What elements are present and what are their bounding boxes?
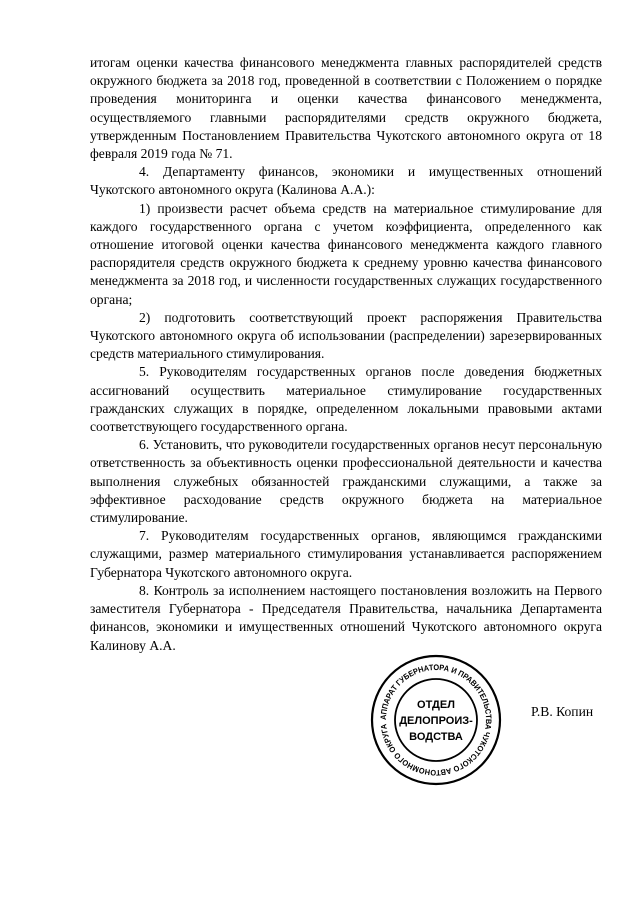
- stamp-line-1: ОТДЕЛ: [417, 699, 455, 711]
- paragraph-4-2: 2) подготовить соответствующий проект распоряжения Правительства Чукотского автономного округа об использовании (распределении) зарезервированных средств материального стимулирования.: [90, 309, 602, 362]
- paragraph-5: 5. Руководителям государственных органов после доведения бюджетных ассигнований осуществить материальное стимулирование государственных гражданских служащих в порядке, определенном локальными правовыми актами соответствующего государственного органа.: [90, 364, 602, 435]
- paragraph-4: 4. Департаменту финансов, экономики и имущественных отношений Чукотского автономного округа (Калинова А.А.):: [90, 164, 602, 198]
- stamp-ring-textpath: АППАРАТ ГУБЕРНАТОРА И ПРАВИТЕЛЬСТВА ЧУКОТСКОГО АВТОНОМНОГО ОКРУГА: [378, 662, 494, 778]
- paragraph-8: 8. Контроль за исполнением настоящего постановления возложить на Первого заместителя Губернатора - Председателя Правительства, начальника Департамента финансов, экономики и имущественных отношений Чукотского автономного округа Калинову А.А.: [90, 582, 602, 653]
- paragraph-4-1: 1) произвести расчет объема средств на материальное стимулирование для каждого государственного органа с учетом коэффициента, определенного как отношение итоговой оценки качества финансового менеджмента каждого главного распорядителя средств окружного бюджета к среднему уровню качества финансового менеджмента за 2018 год, и численности государственных служащих государственного органа;: [90, 200, 602, 307]
- paragraph-7: 7. Руководителям государственных органов, являющимся гражданскими служащими, размер материального стимулирования устанавливается распоряжением Губернатора Чукотского автономного округа.: [90, 528, 602, 580]
- signatory-name: Р.В. Копин: [531, 704, 594, 719]
- office-stamp: [368, 652, 504, 788]
- document-body: [90, 54, 602, 655]
- stamp-line-3: ВОДСТВА: [409, 731, 463, 743]
- paragraph-3-continuation: итогам оценки качества финансового менеджмента главных распорядителей средств окружного бюджета за 2018 год, проведенной в соответствии с Положением о порядке проведения мониторинга и оценки качества финансового менеджмента, осуществляемого главными распорядителями средств окружного бюджета, утвержденным Постановлением Правительства Чукотского автономного округа от 18 февраля 2019 года № 71.: [90, 55, 602, 162]
- paragraph-6: 6. Установить, что руководители государственных органов несут персональную ответственность за объективность оценки профессиональной деятельности и качества выполнения служебных обязанностей гражданскими служащими, а также за эффективное расходование средств окружного бюджета на материальное стимулирование.: [90, 437, 602, 526]
- stamp-line-2: ДЕЛОПРОИЗ-: [399, 715, 473, 727]
